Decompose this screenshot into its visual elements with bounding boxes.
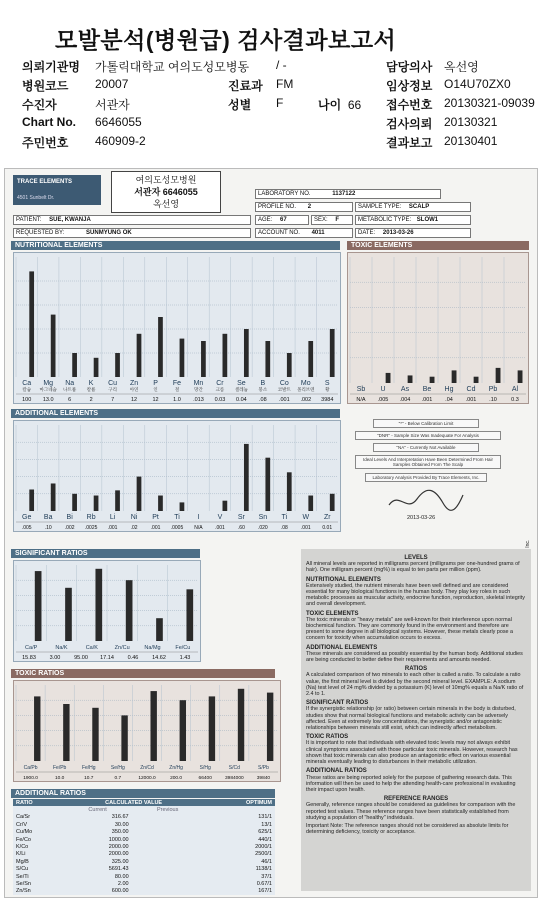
- category-label: Na/Mg: [144, 645, 161, 651]
- value-label: 3984: [321, 397, 334, 403]
- ratio-name: Cu/Mo: [16, 829, 33, 836]
- info-label: 의뢰기관명: [22, 60, 80, 74]
- info-label: 검사의뢰: [386, 117, 433, 131]
- logo-sub: 4501 Sunbelt Dr.: [17, 195, 55, 201]
- value-label: 3.00: [49, 655, 61, 661]
- category-label: Be: [422, 386, 432, 393]
- lab-report-sheet: [4, 168, 538, 898]
- table-row: [13, 866, 275, 873]
- value-label: .0025: [84, 525, 98, 531]
- legend-na: "NA" - Currently Not Available: [373, 443, 479, 452]
- category-label: Ba: [43, 514, 53, 521]
- bar: [115, 490, 120, 511]
- value-label: .004: [399, 397, 411, 403]
- category-label: V: [217, 514, 223, 521]
- category-sublabel: 인: [153, 388, 158, 393]
- bar: [94, 358, 99, 377]
- requested-by: REQUESTED BY: SUNMYUNG OK: [13, 228, 251, 238]
- value-label: .04: [445, 397, 453, 403]
- bar: [180, 339, 185, 377]
- category-label: Mo: [300, 380, 311, 387]
- bar: [287, 353, 292, 377]
- ratio-value: 600.00: [111, 888, 129, 895]
- significant-ratios-header: SIGNIFICANT RATIOS: [11, 549, 200, 558]
- value-label: 0.3: [511, 397, 519, 403]
- category-label: U: [380, 386, 386, 393]
- bar: [244, 329, 249, 377]
- value-label: 1.0: [173, 397, 181, 403]
- bar: [330, 494, 335, 511]
- category-sublabel: 코발트: [277, 388, 291, 393]
- info-value: 20130401: [444, 134, 498, 148]
- info-value: O14U70ZX0: [444, 77, 511, 91]
- value-label: 1900.0: [23, 776, 38, 781]
- bar: [267, 693, 273, 761]
- ratio-name: Ca/Sr: [16, 814, 31, 821]
- patient-name: PATIENT: SUE, KWANJA: [13, 215, 251, 225]
- info-value: 서관자: [95, 98, 130, 112]
- category-label: Na/K: [55, 645, 68, 651]
- value-label: .10: [44, 525, 52, 531]
- category-sublabel: 붕소: [258, 388, 268, 393]
- category-label: K: [88, 380, 94, 387]
- info-label: 성별: [228, 98, 252, 112]
- laboratory-no: LABORATORY NO. 1137122: [255, 189, 441, 199]
- ratio-optimum: 37/1: [261, 873, 272, 880]
- ratio-optimum: 46/1: [261, 858, 272, 865]
- value-label: 12: [131, 397, 138, 403]
- report-date: DATE: 2013-03-26: [355, 228, 471, 238]
- bar: [430, 377, 435, 383]
- value-label: .005: [21, 525, 32, 531]
- bar: [496, 368, 501, 383]
- info-value: 20130321-09039: [444, 96, 535, 110]
- ratio-value: 80.00: [114, 873, 129, 880]
- ratio-name: Se/Ti: [16, 873, 29, 880]
- value-label: N/A: [194, 525, 203, 531]
- legend-dnr: "DNR" - Sample Size Was Inadequate For Analysis: [355, 431, 501, 440]
- ratio-name: Mg/B: [16, 858, 29, 865]
- bar: [518, 370, 523, 383]
- bar: [287, 472, 292, 511]
- lab-age: AGE: 67: [255, 215, 309, 225]
- ratio-value: 325.00: [111, 858, 129, 865]
- value-label: 3984000: [224, 776, 244, 781]
- category-label: Co: [279, 380, 289, 387]
- ratio-optimum: 131/1: [258, 814, 272, 821]
- bar: [308, 341, 313, 377]
- value-label: 13.0: [42, 397, 54, 403]
- bar: [72, 353, 77, 377]
- ratio-optimum: 13/1: [261, 821, 272, 828]
- ratio-optimum: 1138/1: [255, 866, 272, 873]
- bar: [223, 501, 228, 511]
- table-row: [13, 843, 275, 850]
- category-label: Ca/K: [85, 645, 98, 651]
- value-label: .10: [489, 397, 497, 403]
- chart-svg: [14, 421, 340, 531]
- category-label: Cr: [216, 380, 224, 387]
- value-label: 0.01: [322, 525, 333, 531]
- category-sublabel: 몰리브덴: [297, 388, 315, 393]
- category-sublabel: 망간: [194, 388, 203, 393]
- bar: [72, 494, 77, 511]
- additional-header: ADDITIONAL ELEMENTS: [11, 409, 340, 418]
- value-label: .002: [300, 397, 312, 403]
- category-label: Fe/Hg: [81, 765, 96, 771]
- bar: [180, 502, 185, 511]
- info-value: 460909-2: [95, 134, 146, 148]
- chart-svg: [14, 253, 340, 403]
- signature: [385, 487, 465, 513]
- category-label: S/Pb: [258, 765, 269, 771]
- value-label: 6: [68, 397, 72, 403]
- info-label: 임상정보: [386, 79, 433, 93]
- ratio-value: 30.00: [114, 821, 129, 828]
- bar: [51, 315, 56, 377]
- value-label: 95.00: [74, 655, 88, 661]
- ratio-name: K/Li: [16, 851, 26, 858]
- table-row: [13, 836, 275, 843]
- category-label: Pt: [152, 514, 159, 521]
- value-label: .005: [377, 397, 389, 403]
- value-label: 100: [22, 397, 32, 403]
- nutritional-header: NUTRITIONAL ELEMENTS: [11, 241, 340, 250]
- value-label: .02: [130, 525, 138, 531]
- legend-below-limit: "*" - Below Calibration Limit: [373, 419, 479, 428]
- category-label: Ni: [130, 514, 138, 521]
- category-label: Li: [109, 514, 116, 521]
- category-label: Pb: [488, 386, 498, 393]
- category-label: Fe: [172, 380, 182, 387]
- bar: [180, 700, 186, 761]
- category-label: Ca: [22, 380, 32, 387]
- ratio-optimum: 167/1: [258, 888, 272, 895]
- ratio-value: 2.00: [117, 880, 129, 887]
- value-label: 10.7: [84, 776, 94, 781]
- bar: [330, 329, 335, 377]
- bar: [137, 334, 142, 377]
- bar: [29, 271, 34, 377]
- category-label: Fe/Pb: [52, 765, 67, 771]
- category-sublabel: 마그네슘: [39, 388, 57, 393]
- value-label: .60: [237, 525, 245, 531]
- toxic-header: TOXIC ELEMENTS: [347, 241, 529, 250]
- category-sublabel: 철: [174, 388, 180, 393]
- value-label: 15.83: [22, 655, 36, 661]
- category-sublabel: 아연: [129, 388, 139, 393]
- ratio-name: K/Co: [16, 844, 29, 851]
- category-label: Ti: [281, 514, 288, 521]
- significant-ratios-chart: [13, 560, 201, 662]
- category-label: B: [260, 380, 266, 387]
- value-label: 0.7: [114, 776, 122, 781]
- bar: [265, 458, 270, 511]
- value-label: 0.03: [214, 397, 226, 403]
- info-value: FM: [276, 77, 294, 91]
- category-label: Al: [511, 386, 519, 393]
- category-sublabel: 나트륨: [63, 388, 77, 393]
- age-field: 나이 66: [318, 98, 362, 112]
- value-label: 17.14: [100, 655, 114, 661]
- value-label: .001: [107, 525, 118, 531]
- category-label: Mg: [43, 380, 54, 387]
- value-label: 12000.0: [138, 776, 156, 781]
- ratio-name: Cr/V: [16, 821, 27, 828]
- bar: [452, 370, 457, 383]
- info-value: / -: [276, 58, 287, 72]
- value-label: .001: [278, 397, 290, 403]
- bar: [51, 483, 56, 511]
- ratio-name: S/Cu: [16, 866, 29, 873]
- category-label: Mn: [193, 380, 204, 387]
- additional-elements-chart: [13, 420, 341, 532]
- bar: [308, 496, 313, 511]
- category-label: I: [197, 514, 200, 521]
- ratio-value: 1000.00: [108, 836, 129, 843]
- info-value: 가톨릭대학교 여의도성모병동: [95, 60, 250, 74]
- category-sublabel: 칼슘: [22, 388, 32, 393]
- category-sublabel: 황: [325, 388, 330, 393]
- category-label: W: [302, 514, 310, 521]
- category-label: Zn/Cd: [140, 765, 154, 771]
- bar: [238, 689, 244, 761]
- bar: [65, 588, 72, 641]
- category-label: Ca/Pb: [23, 765, 38, 771]
- bar: [209, 696, 215, 761]
- bar: [126, 580, 133, 641]
- value-label: .08: [259, 397, 267, 403]
- info-value: F: [276, 96, 284, 110]
- value-label: N/A: [356, 397, 366, 403]
- value-label: 7: [111, 397, 115, 403]
- chart-svg: [14, 561, 200, 661]
- toxic-ratios-header: TOXIC RATIOS: [11, 669, 275, 678]
- category-label: Fe/Cu: [175, 645, 191, 651]
- ratio-value: 2000.00: [108, 851, 129, 858]
- table-row: [13, 814, 275, 821]
- info-label: 진료과: [228, 79, 263, 93]
- bar: [29, 490, 34, 512]
- bar: [115, 353, 120, 377]
- table-row: [13, 880, 275, 887]
- bar: [95, 569, 102, 641]
- value-label: .001: [215, 525, 225, 531]
- value-label: 1.43: [179, 655, 191, 661]
- bar: [158, 317, 163, 377]
- table-row: [13, 821, 275, 828]
- chart-svg: [348, 253, 528, 403]
- value-label: .001: [421, 397, 433, 403]
- bar: [137, 477, 142, 511]
- info-label: 주민번호: [22, 136, 69, 150]
- bar: [244, 444, 249, 511]
- table-row: [13, 851, 275, 858]
- table-row: [13, 829, 275, 836]
- category-label: Na: [65, 380, 75, 387]
- category-sublabel: 구리: [108, 388, 117, 393]
- bar: [94, 496, 99, 511]
- info-label: 결과보고: [386, 136, 433, 150]
- category-label: S: [324, 380, 330, 387]
- page-title: 모발분석(병원급) 검사결과보고서: [55, 27, 397, 53]
- ratio-optimum: 0.67/1: [256, 880, 272, 887]
- bar: [223, 334, 228, 377]
- bar: [408, 375, 413, 383]
- value-label: .08: [280, 525, 288, 531]
- bar: [92, 708, 98, 761]
- info-label: 병원코드: [22, 79, 69, 93]
- profile-no: PROFILE NO. 2: [255, 202, 353, 212]
- bar: [158, 496, 163, 511]
- category-label: S/Hg: [199, 765, 211, 771]
- value-label: 12: [152, 397, 159, 403]
- category-sublabel: 칼륨: [86, 388, 96, 393]
- value-label: 0.04: [236, 397, 247, 403]
- info-label: 접수번호: [386, 98, 433, 112]
- value-label: 14.62: [152, 655, 166, 661]
- value-label: .020: [257, 525, 268, 531]
- bar: [186, 589, 193, 641]
- category-label: Se: [237, 380, 246, 387]
- value-label: 10.0: [54, 776, 65, 781]
- category-sublabel: 셀레늄: [234, 388, 248, 393]
- table-row: [13, 858, 275, 865]
- category-label: P: [153, 380, 158, 387]
- lab-logo: [13, 175, 101, 205]
- chart-svg: [14, 681, 280, 781]
- info-value: 20007: [95, 77, 129, 91]
- category-label: Ge: [22, 514, 32, 521]
- category-label: Hg: [444, 386, 454, 393]
- bar: [63, 704, 69, 761]
- value-label: 66400: [198, 776, 212, 781]
- table-row: [13, 873, 275, 880]
- category-label: Sb: [356, 386, 366, 393]
- info-label: 수진자: [22, 98, 57, 112]
- ratio-value: 350.00: [111, 829, 129, 836]
- info-label: Chart No.: [22, 115, 76, 129]
- bar: [34, 696, 40, 761]
- bar: [35, 571, 42, 641]
- logo-text: TRACE ELEMENTS: [17, 179, 73, 185]
- additional-ratios-table: RATIO CALCULATED VALUE OPTIMUM Current Previous Ca/Sr 316.67 131/1 Cr/V 30.00 13/1 Cu/Mo 350.00 625/1 Fe/Co 1000.00 440/1 K/Co 2000.00 2000/1 K/Li 2000.00 2500/1 Mg/B 325.00 46/1 S/Cu 5691.43 1138/1 Se/Ti 80.00 37/1 Se/Sn 2.00 0.67/1 Zn/Sn 600.00 167/1: [13, 799, 275, 895]
- ratio-value: 2000.00: [108, 844, 129, 851]
- category-label: Cd: [466, 386, 476, 393]
- ratio-value: 316.67: [111, 814, 129, 821]
- ratio-name: Se/Sn: [16, 880, 31, 887]
- bar: [265, 341, 270, 377]
- category-label: Zn: [129, 380, 139, 387]
- category-label: Zn/Hg: [169, 765, 183, 771]
- value-label: .002: [64, 525, 75, 531]
- bar: [201, 341, 206, 377]
- value-label: .0005: [170, 525, 184, 531]
- bar: [156, 618, 163, 641]
- nutritional-elements-chart: [13, 252, 341, 404]
- category-sublabel: 크롬: [215, 388, 225, 393]
- info-label: 담당의사: [386, 60, 433, 74]
- category-label: Se/Hg: [110, 765, 125, 771]
- ratio-optimum: 440/1: [258, 836, 272, 843]
- value-label: .001: [150, 525, 161, 531]
- hospital-stamp: 여의도성모병원 서관자 6646055 옥선영: [111, 171, 221, 213]
- category-label: Ti: [174, 514, 180, 521]
- account-no: ACCOUNT NO. 4011: [255, 228, 353, 238]
- value-label: 2: [89, 397, 93, 403]
- value-label: 39840: [256, 776, 271, 781]
- bar: [150, 691, 156, 761]
- category-label: S/Cd: [228, 765, 240, 771]
- sample-type: SAMPLE TYPE: SCALP: [355, 202, 471, 212]
- ratio-value: 5691.43: [108, 866, 129, 873]
- ratio-optimum: 2000/1: [255, 844, 272, 851]
- category-label: As: [400, 386, 410, 393]
- ratio-name: Fe/Co: [16, 836, 31, 843]
- signature-date: 2013-03-26: [407, 515, 436, 521]
- interpretation-panel: LEVELS All mineral levels are reported in milligrams percent (milligrams per one-hundred grams of hair). One milligram percent (mg%) is equal to ten parts per million (ppm). NUTRITIONAL ELEMENTS Extensively studied, the nutrient minerals have been well defined and are considered essential for many biological functions in the human body. They play key roles in such metabolic processes as muscular activity, endocrine function, reproduction, skeletal integrity and overall development. TOXIC ELEMENTS The toxic minerals or "heavy metals" are well-known for their interference upon normal biochemical function. They are commonly found in the environment and therefore are present to some degree in all biological systems. However, these metals clearly pose a concern for toxicity when accumulation occurs to excess. ADDITIONAL ELEMENTS These minerals are considered as possibly essential by the human body. Additional studies are being conducted to better define their requirements and amounts needed. RATIOS A calculated comparison of two minerals to each other is called a ratio. To calculate a ratio value, the first mineral level is divided by the second mineral level. EXAMPLE: A sodium (Na) test level of 24 mg% divided by a potassium (K) level of 10mg% equals a Na/K ratio of 2.4 to 1. SIGNIFICANT RATIOS If the synergistic relationship (or ratio) between certain minerals in the body is disturbed, studies show that normal biological functions and metabolic activity can be adversely affected. Even at extremely low concentrations, the synergistic and/or antagonistic relationships between minerals still exist, which can indirectly affect metabolism. TOXIC RATIOS It is important to note that individuals with elevated toxic levels may not always exhibit clinical symptoms associated with those particular toxic minerals. However, research has shown that toxic minerals can also produce an antagonistic effect on various essential minerals eventually leading to disturbances in their metabolic utilization. ADDITIONAL RATIOS These ratios are being reported solely for the purpose of gathering research data. This information will then be used to help the attending health-care professional in evaluating their impact upon health. REFERENCE RANGES Generally, reference ranges should be considered as guidelines for comparison with the reported test values. These reference ranges have been statistically established from studying a population of "healthy" individuals. Important Note: The reference ranges should not be considered as absolute limits for determining deficiency, toxicity or acceptance.: [301, 549, 531, 891]
- ratio-name: Zn/Sn: [16, 888, 31, 895]
- value-label: .013: [193, 397, 204, 403]
- info-value: 20130321: [444, 115, 498, 129]
- category-label: Sn: [258, 514, 268, 521]
- table-row: [13, 888, 275, 895]
- legend-lab-analysis: Laboratory Analysis Provided By Trace Elements, Inc.: [365, 473, 487, 482]
- additional-ratios-header: ADDITIONAL RATIOS: [11, 789, 275, 798]
- toxic-ratios-chart: [13, 680, 281, 782]
- legend-ideal-levels: Ideal Levels And Interpretation Have Been Determined From Hair Samples Obtained From The Scalp: [355, 455, 501, 469]
- toxic-elements-chart: [347, 252, 529, 404]
- value-label: .001: [300, 525, 311, 531]
- value-label: 200.0: [170, 776, 183, 781]
- category-label: Ca/P: [25, 645, 38, 651]
- category-label: Zr: [323, 514, 331, 521]
- bar: [474, 377, 479, 383]
- metabolic-type: METABOLIC TYPE: SLOW1: [355, 215, 471, 225]
- bar: [386, 373, 391, 383]
- info-value: 옥선영: [444, 60, 479, 74]
- category-label: Cu: [108, 380, 118, 387]
- ratio-optimum: 625/1: [258, 829, 272, 836]
- lab-sex: SEX: F: [311, 215, 353, 225]
- value-label: .001: [465, 397, 477, 403]
- category-label: Sr: [237, 514, 245, 521]
- value-label: 0.46: [127, 655, 139, 661]
- bar: [121, 715, 127, 761]
- ratio-optimum: 2500/1: [255, 851, 272, 858]
- category-label: Zn/Cu: [114, 645, 130, 651]
- category-label: Bi: [66, 514, 73, 521]
- info-value: 6646055: [95, 115, 142, 129]
- category-label: Rb: [86, 514, 96, 521]
